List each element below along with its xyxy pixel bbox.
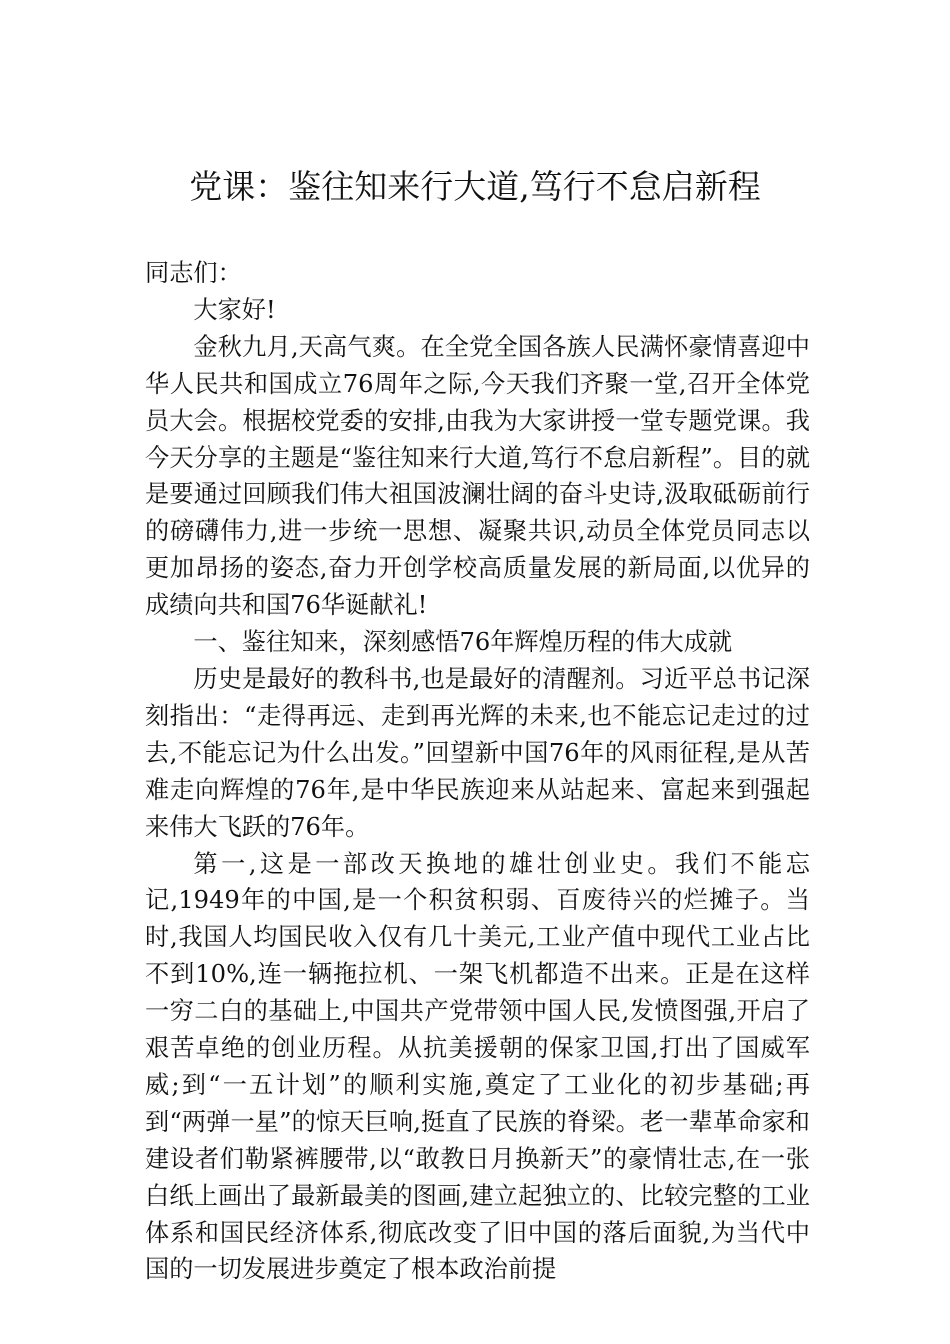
section-heading: 一、鉴往知来，深刻感悟76年辉煌历程的伟大成就 bbox=[193, 628, 733, 657]
document-body bbox=[145, 255, 810, 1288]
document-title: 党课：鉴往知来行大道,笃行不怠启新程 bbox=[189, 167, 761, 206]
history-paragraph: 历史是最好的教科书,也是最好的清醒剂。习近平总书记深刻指出：“走得再远、走到再光辉的未来,也不能忘记走过的过去,不能忘记为什么出发。”回望新中国76年的风雨征程,是从苦难走向辉煌的76年,是中华民族迎来从站起来、富起来到强起来伟大飞跃的76年。 bbox=[145, 664, 810, 841]
first-point-paragraph: 第一,这是一部改天换地的雄壮创业史。我们不能忘记,1949年的中国,是一个积贫积弱、百废待兴的烂摊子。当时,我国人均国民收入仅有几十美元,工业产值中现代工业占比不到10%,连一辆拖拉机、一架飞机都造不出来。正是在这样一穷二白的基础上,中国共产党带领中国人民,发愤图强,开启了艰苦卓绝的创业历程。从抗美援朝的保家卫国,打出了国威军威;到“一五计划”的顺利实施,奠定了工业化的初步基础;再到“两弹一星”的惊天巨响,挺直了民族的脊梁。老一辈革命家和建设者们勒紧裤腰带,以“敢教日月换新天”的豪情壮志,在一张白纸上画出了最新最美的图画,建立起独立的、比较完整的工业体系和国民经济体系,彻底改变了旧中国的落后面貌,为当代中国的一切发展进步奠定了根本政治前提 bbox=[145, 849, 810, 1284]
salutation: 同志们： bbox=[145, 259, 242, 287]
intro-paragraph: 金秋九月,天高气爽。在全党全国各族人民满怀豪情喜迎中华人民共和国成立76周年之际,今天我们齐聚一堂,召开全体党员大会。根据校党委的安排,由我为大家讲授一堂专题党课。我今天分享的主题是“鉴往知来行大道,笃行不怠启新程”。目的就是要通过回顾我们伟大祖国波澜壮阔的奋斗史诗,汲取砥砺前行的磅礴伟力,进一步统一思想、凝聚共识,动员全体党员同志以更加昂扬的姿态,奋力开创学校高质量发展的新局面,以优异的成绩向共和国76华诞献礼! bbox=[145, 332, 810, 620]
greeting-paragraph: 大家好! bbox=[193, 295, 276, 324]
